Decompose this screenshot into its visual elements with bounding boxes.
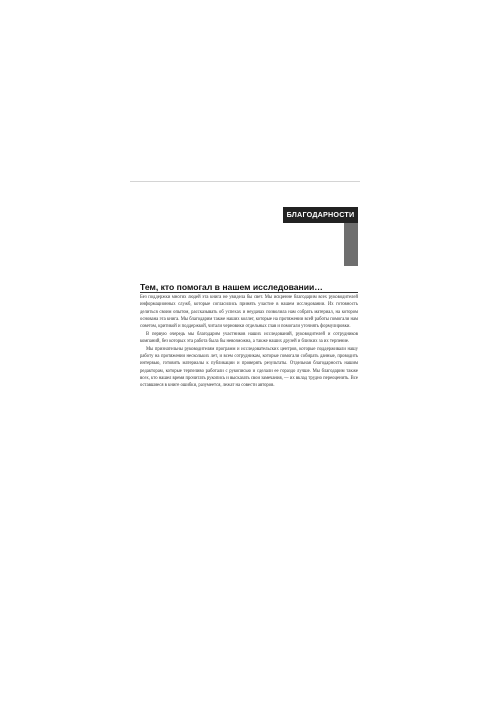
page-heading: Тем, кто помогал в нашем исследовании… xyxy=(140,282,323,292)
paragraph: В первую очередь мы благодарим участников наших исследований, руководителей и сотрудников компаний, без которых эта работа была бы невозможна, а также наших друзей и близких за их терпение. xyxy=(140,331,358,344)
section-badge-bar xyxy=(344,223,358,266)
section-label: БЛАГОДАРНОСТИ xyxy=(286,210,355,219)
top-rule xyxy=(130,181,360,182)
section-badge xyxy=(283,207,358,223)
body-text xyxy=(140,294,358,389)
heading-rule xyxy=(140,292,358,293)
paragraph: Без поддержки многих людей эта книга не увидела бы свет. Мы искренне благодарим всех руководителей информационных служб, которые согласились принять участие в нашем исследовании. Их готовность делиться своим опытом, рассказывать об успехах и неудачах позволила нам собрать материал, на котором основана эта книга. Мы благодарим также наших коллег, которые на протяжении всей работы помогали нам советом, критикой и поддержкой, читали черновики отдельных глав и помогали уточнять формулировки. xyxy=(140,295,358,329)
paragraph: Мы признательны руководителям программ и исследовательских центров, которые поддерживали нашу работу на протяжении нескольких лет, и всем сотрудникам, которые помогали собирать данные, проводить интервью, готовить материалы к публикации и проверять результаты. Отдельная благодарность нашим редакторам, которые терпеливо работали с рукописью и сделали ее гораздо лучше. Мы благодарим также всех, кто нашел время прочитать рукопись и высказать свои замечания, — их вклад трудно переоценить. Все оставшиеся в книге ошибки, разумеется, лежат на совести авторов. xyxy=(140,346,358,388)
